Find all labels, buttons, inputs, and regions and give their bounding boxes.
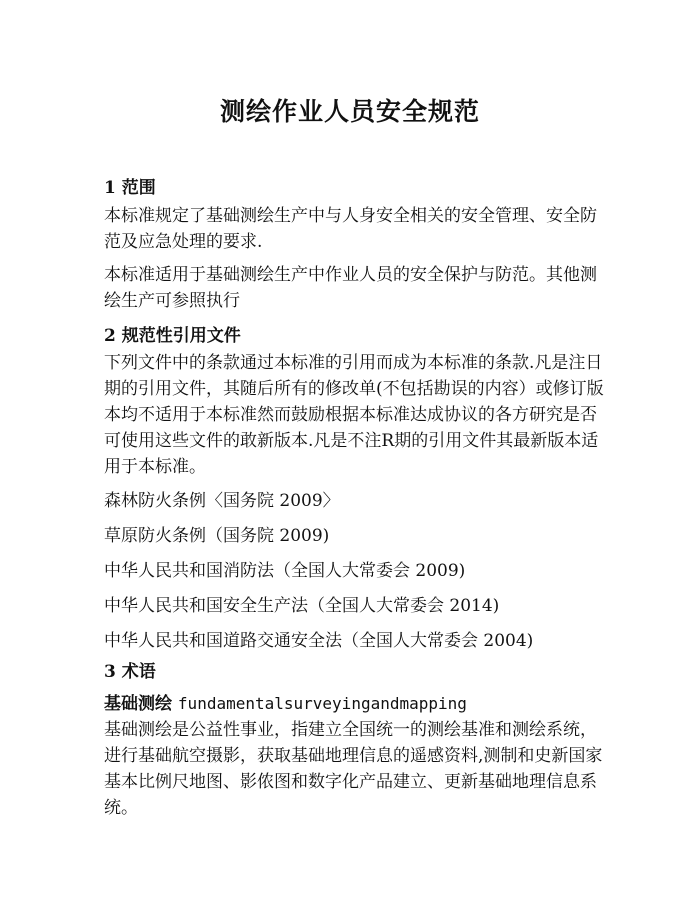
section-1-paragraph-2: 本标准适用于基础测绘生产中作业人员的安全保护与防范。其他测绘生产可参照执行 [104,265,597,311]
section-2-paragraph: 下列文件中的条款通过本标准的引用而成为本标准的条款.凡是注日期的引用文件，其随后所有的修改单(不包括勘误的内容）或修订版本均不适用于本标准然而鼓励根据本标准达成协议的各方研究是否可使用这些文件的敢新版本.凡是不注R期的引用文件其最新版本适用于本标准。 [104,353,604,477]
reference-item: 中华人民共和国道路交通安全法（全国人大常委会 2004) [104,631,534,651]
section-1-heading: 1 范围 [104,178,156,198]
reference-item: 中华人民共和国消防法（全国人大常委会 2009) [104,561,466,581]
section-3-heading: 3 术语 [104,662,156,682]
reference-item: 森林防火条例〈国务院 2009〉 [104,491,340,511]
term-heading [104,689,467,714]
document-title: 测绘作业人员安全规范 [219,97,480,126]
section-1-paragraph-1: 本标准规定了基础测绘生产中与人身安全相关的安全管理、安全防范及应急处理的要求. [104,206,597,252]
term-chinese: 基础测绘 [104,694,172,714]
section-2-heading: 2 规范性引用文件 [104,326,241,346]
reference-item: 中华人民共和国安全生产法（全国人大常委会 2014) [104,596,500,616]
term-definition: 基础测绘是公益性事业，指建立全国统一的测绘基准和测绘系统，进行基础航空摄影，获取基础地理信息的遥感资料,测制和史新国家基本比例尺地图、影侬图和数字化产品建立、更新基础地理信息系统。 [104,720,603,818]
reference-item: 草原防火条例（国务院 2009) [104,526,330,546]
term-english: fundamentalsurveyingandmapping [177,694,467,713]
